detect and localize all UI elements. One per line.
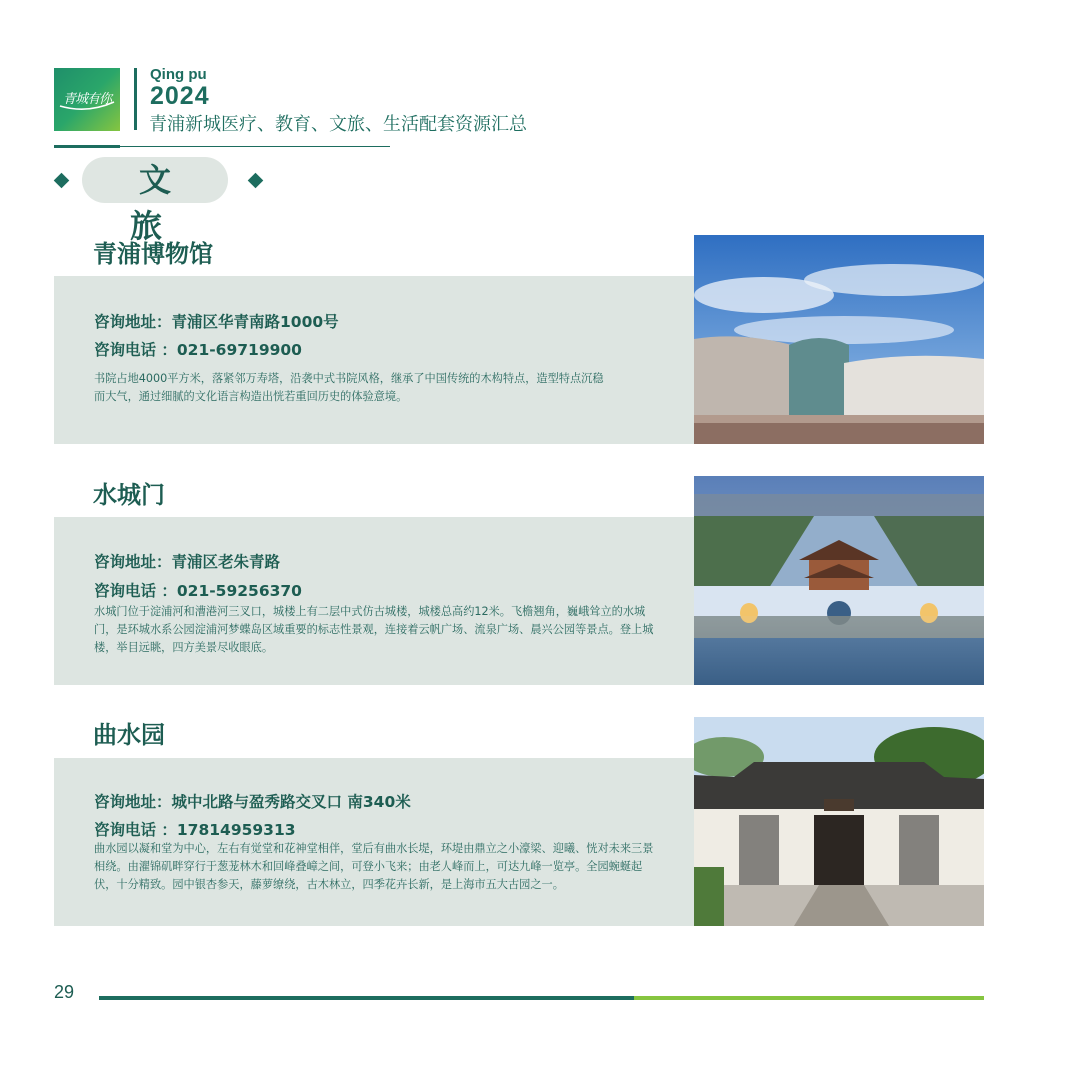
entry-title-water-gate: 水城门	[93, 481, 165, 509]
entry-panel-qushui-garden	[54, 758, 694, 926]
header-subtitle: 青浦新城医疗、教育、文旅、生活配套资源汇总	[149, 114, 527, 135]
section-title: 文 旅	[82, 157, 228, 203]
logo	[54, 68, 120, 131]
entry-phone: 咨询电话 ：021-69719900	[94, 341, 302, 359]
entry-description: 书院占地4000平方米，落紧邻万寿塔，沿袭中式书院风格，继承了中国传统的木构特点，造型特点沉稳而大气，通过细腻的文化语言构造出恍若重回历史的体验意境。	[94, 372, 604, 403]
header-year: 2024	[150, 82, 210, 110]
qushui-garden-photo	[694, 717, 984, 926]
entry-description: 曲水园以凝和堂为中心，左右有觉堂和花神堂相伴，堂后有曲水长堤，环堤由鼎立之小濠梁、迎曦、恍对未来三景相绕。由濯锦矶畔穿行于葱茏林木和回峰叠嶂之间，可登小飞来；由老人峰而上，可达九峰一览亭。全园蜿蜒起伏，十分精致。园中银杏参天，藤萝缭绕，古木林立，四季花卉长新，是上海市五大古园之一。	[94, 842, 654, 891]
footer-line-accent	[634, 996, 984, 1000]
entry-address: 咨询地址：城中北路与盈秀路交叉口 南340米	[94, 793, 411, 811]
entry-phone: 咨询电话 ：021-59256370	[94, 582, 302, 600]
entry-address: 咨询地址：青浦区华青南路1000号	[94, 313, 339, 331]
header-divider	[134, 68, 137, 130]
water-gate-photo	[694, 476, 984, 685]
header-en-title: Qing pu	[150, 66, 207, 83]
entry-title-qushui-garden: 曲水园	[93, 721, 165, 749]
diamond-right-icon	[248, 173, 264, 189]
entry-title-museum: 青浦博物馆	[93, 240, 213, 268]
page-number: 29	[54, 982, 75, 1002]
diamond-left-icon	[54, 173, 70, 189]
logo-text: 青城有你	[62, 92, 111, 107]
entry-panel-water-gate	[54, 517, 694, 685]
entry-phone: 咨询电话 ：17814959313	[94, 821, 296, 839]
entry-description: 水城门位于淀浦河和漕港河三叉口，城楼上有二层中式仿古城楼，城楼总高约12米。飞檐翘角，巍峨耸立的水城门，是环城水系公园淀浦河梦蝶岛区域重要的标志性景观，连接着云帆广场、流泉广场、晨兴公园等景点。登上城楼，举目远眺，四方美景尽收眼底。	[94, 605, 654, 654]
footer-line	[99, 996, 634, 1000]
header-rule-accent	[54, 145, 120, 148]
entry-panel-museum	[54, 276, 694, 444]
museum-photo	[694, 235, 984, 444]
entry-address: 咨询地址：青浦区老朱青路	[94, 553, 281, 571]
